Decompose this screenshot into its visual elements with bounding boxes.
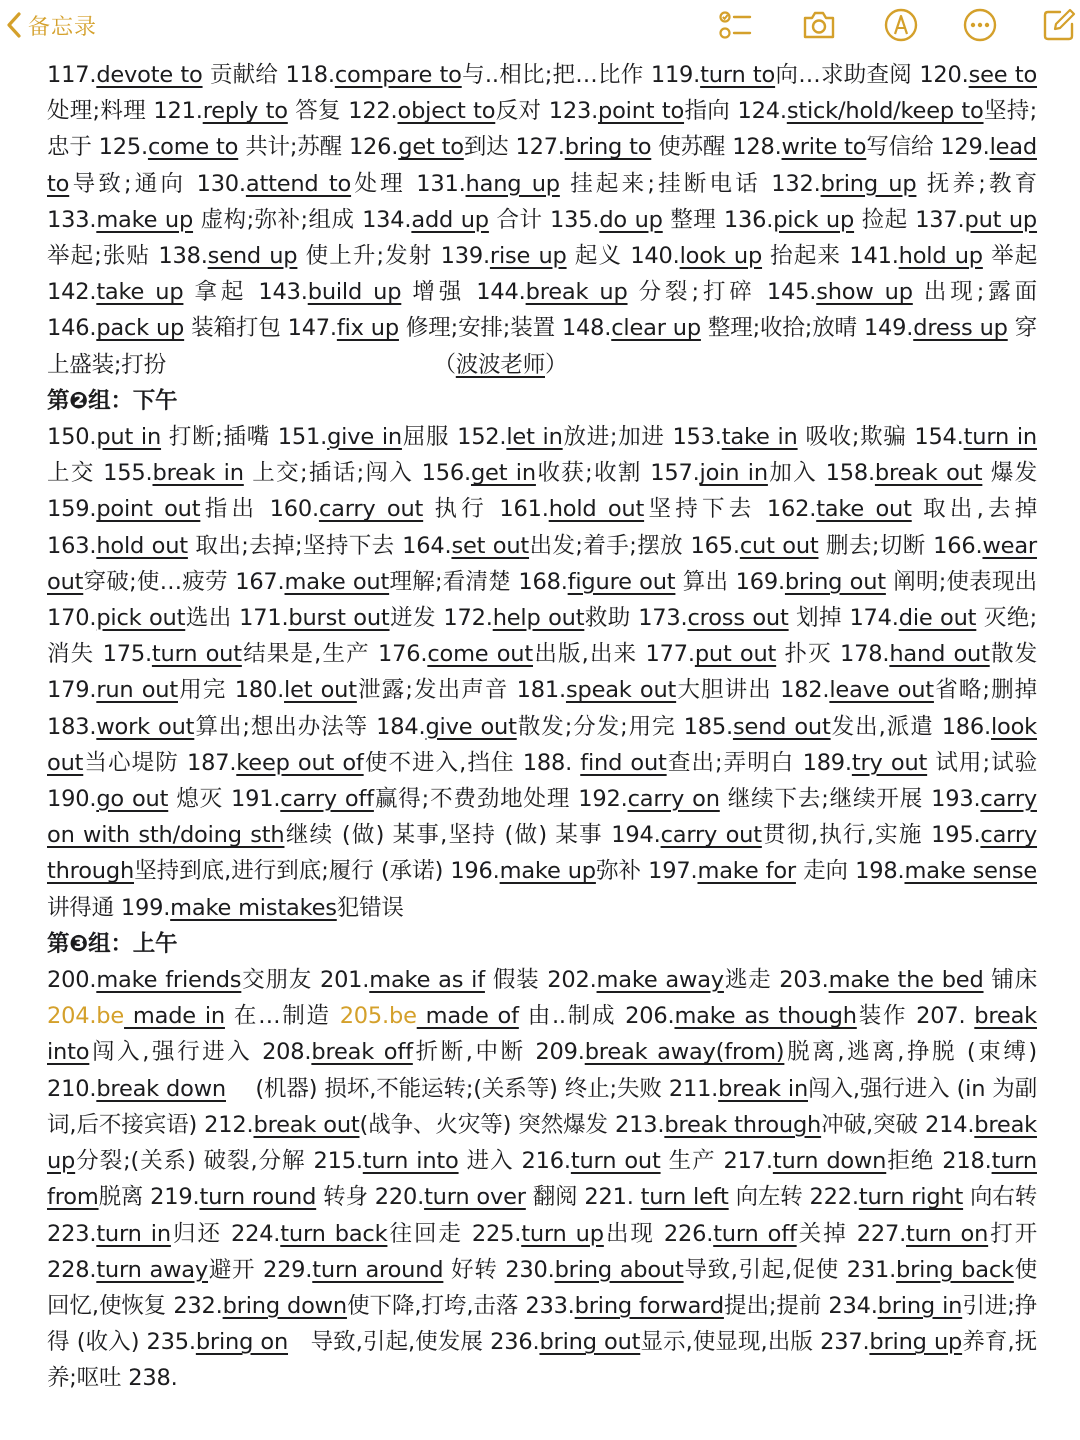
text-run: 处理;料理 121. (47, 98, 203, 125)
underlined-phrase: make mistakes (170, 894, 337, 921)
text-run: 省略;删掉 183. (47, 677, 1037, 740)
underlined-phrase: make as if (369, 967, 485, 994)
underlined-phrase: stick/hold/keep to (786, 98, 984, 125)
underlined-phrase: put up (964, 206, 1038, 233)
text-run: 泄露;发出声音 181. (356, 677, 566, 704)
underlined-phrase: break up (47, 1111, 1037, 1175)
text-run: 假装 202. (484, 967, 597, 994)
text-run: 好转 230. (443, 1256, 555, 1283)
text-run: 灭绝;消失 175. (47, 605, 1037, 668)
underlined-phrase: send up (207, 243, 298, 270)
text-run: 抬起来 141. (762, 243, 899, 270)
underlined-phrase: rise up (489, 243, 567, 270)
underlined-phrase: look up (679, 243, 763, 270)
text-run: 贯彻,执行,实施 195. (761, 822, 981, 849)
text-run: 装箱打包 147. (184, 315, 337, 342)
underlined-phrase: turn around (312, 1256, 444, 1283)
underlined-phrase: wear out (47, 532, 1037, 595)
underlined-phrase: break up (525, 279, 628, 306)
text-run: 讲得通 199. (47, 894, 171, 921)
text-run: 第❷组：下午 (47, 387, 178, 414)
underlined-phrase: turn round (199, 1184, 317, 1211)
underlined-phrase: hold out (548, 496, 645, 523)
text-run: 反对 123. (495, 98, 599, 125)
underlined-phrase: bring out (784, 568, 886, 595)
text-run: 吸收;欺骗 154. (797, 424, 964, 451)
text-run: 走向 198. (795, 858, 905, 885)
text-run: 散发 179. (47, 641, 1037, 704)
underlined-phrase: made in (124, 1003, 225, 1030)
text-run: 结果是,生产 176. (241, 641, 428, 668)
underlined-phrase: carry out (318, 496, 424, 523)
text-run: 虚构;弥补;组成 134. (193, 206, 412, 233)
underlined-phrase: devote to (96, 62, 203, 88)
underlined-phrase: set out (451, 532, 530, 559)
note-heading (47, 926, 1037, 962)
underlined-phrase: come to (147, 134, 239, 161)
underlined-phrase: fix up (336, 315, 399, 342)
note-paragraph (47, 57, 1037, 383)
text-run: 放进;加进 153. (562, 424, 722, 451)
note-heading (47, 383, 1037, 419)
note-paragraph (47, 962, 1037, 1396)
text-run: 试用;试验 190. (47, 749, 1037, 813)
text-run: 举起;张贴 138. (47, 243, 208, 270)
underlined-phrase: make as though (674, 1003, 857, 1030)
underlined-phrase: get to (398, 134, 464, 161)
underlined-phrase: break out (253, 1111, 360, 1138)
text-run: 150. (47, 424, 97, 451)
underlined-phrase: make for (697, 858, 796, 885)
text-run: 坚持到底,进行到底;履行 (承诺) 196. (134, 858, 500, 885)
underlined-phrase: burst out (288, 605, 390, 632)
text-run: 逃走 203. (723, 967, 829, 994)
underlined-phrase: speak out (565, 677, 677, 704)
text-run: 拿起 143. (183, 279, 308, 306)
underlined-phrase: 波波老师 (455, 351, 545, 378)
text-run: 往回走 225. (387, 1220, 522, 1247)
underlined-phrase: break into (47, 1003, 1037, 1066)
underlined-phrase: turn in (96, 1220, 171, 1247)
underlined-phrase: let in (506, 424, 563, 451)
highlighted-text: 204.be (47, 1003, 125, 1030)
text-run: 增强 144. (401, 279, 526, 306)
text-run: 发出,派遣 186. (830, 713, 991, 740)
text-run: 扑灭 178. (776, 641, 890, 668)
underlined-phrase: put out (694, 641, 777, 668)
note-paragraph (47, 419, 1037, 926)
text-run: (战争、火灾等) 突然爆发 213. (359, 1111, 665, 1138)
text-run: 进入 216. (458, 1148, 571, 1175)
text-run: 当心堤防 187. (83, 749, 237, 776)
underlined-phrase: try out (851, 749, 928, 776)
underlined-phrase: break away(from) (584, 1039, 785, 1066)
text-run: 在…制造 (224, 1003, 340, 1030)
underlined-phrase: break out (874, 460, 983, 487)
underlined-phrase: see to (968, 62, 1038, 88)
text-run: (机器) 损坏,不能运转;(关系等) 终止;失败 211. (225, 1075, 719, 1102)
text-run: 整理;收拾;放晴 149. (700, 315, 914, 342)
chevron-left-icon (4, 10, 24, 40)
text-run: 使不进入,挡住 188. (363, 749, 581, 776)
text-run: 指出 160. (200, 496, 319, 523)
text-run: 向右转 223. (47, 1184, 1037, 1247)
underlined-phrase: break down (96, 1075, 226, 1102)
underlined-phrase: break through (664, 1111, 822, 1138)
underlined-phrase: leave out (829, 677, 934, 704)
underlined-phrase: put in (96, 424, 162, 451)
underlined-phrase: do up (599, 206, 663, 233)
underlined-phrase: lead to (47, 134, 1037, 197)
underlined-phrase: make up (96, 206, 194, 233)
text-run: 用完 180. (177, 677, 285, 704)
underlined-phrase: come out (427, 641, 533, 668)
underlined-phrase: work out (96, 713, 195, 740)
text-run: 迸发 172. (389, 605, 493, 632)
underlined-phrase: bring to (564, 134, 652, 161)
underlined-phrase: bring out (539, 1329, 641, 1356)
underlined-phrase: get in (470, 460, 536, 487)
underlined-phrase: cut out (739, 532, 819, 559)
text-run: 熄灭 191. (168, 786, 281, 813)
text-run: 修理;安排;装置 148. (398, 315, 612, 342)
underlined-phrase: build up (307, 279, 402, 306)
underlined-phrase: make away (596, 967, 724, 994)
compose-button[interactable] (1040, 6, 1078, 44)
underlined-phrase: turn on (906, 1220, 989, 1247)
underlined-phrase: turn left (640, 1184, 729, 1211)
text-run: 挂起来;挂断电话 132. (559, 170, 821, 197)
underlined-phrase: make friends (96, 967, 242, 994)
text-run: 捡起 137. (854, 206, 965, 233)
underlined-phrase: point to (598, 98, 685, 125)
text-run: 引进;挣得 (收入) 235. (47, 1292, 1038, 1356)
underlined-phrase: turn down (772, 1148, 887, 1175)
text-run: 闯入,强行进入 (in 为副词,后不接宾语) 212. (47, 1075, 1038, 1138)
underlined-phrase: keep out of (236, 749, 364, 776)
underlined-phrase: write to (781, 134, 867, 161)
text-run: 上交 155. (47, 460, 153, 487)
text-run: 分裂;(关系) 破裂,分解 215. (75, 1148, 363, 1175)
text-run: 上交;插话;闯入 156. (243, 460, 471, 487)
underlined-phrase: bring down (222, 1292, 347, 1319)
underlined-phrase: hold up (898, 243, 983, 270)
markup-icon (882, 6, 920, 44)
text-run: 共计;苏醒 126. (238, 134, 399, 161)
text-run: 向…求助查阅 120. (775, 62, 969, 88)
text-run: 穿破;使…疲劳 167. (83, 568, 285, 595)
markup-button[interactable] (882, 6, 920, 44)
text-run: 出发;着手;摆放 165. (529, 532, 740, 559)
underlined-phrase: make the bed (828, 967, 984, 994)
text-run: 显示,使显现,出版 237. (640, 1329, 870, 1356)
underlined-phrase: turn up (521, 1220, 604, 1247)
underlined-phrase: die out (898, 605, 977, 632)
underlined-phrase: turn into (362, 1148, 459, 1175)
underlined-phrase: turn over (424, 1184, 526, 1211)
text-run: 查出;弄明白 189. (666, 749, 852, 776)
underlined-phrase: bring about (554, 1256, 684, 1283)
underlined-phrase: attend to (245, 170, 352, 197)
underlined-phrase: give in (327, 424, 402, 451)
text-run: 取出;去掉;坚持下去 164. (187, 532, 452, 559)
underlined-phrase: dress up (913, 315, 1008, 342)
text-run: 装作 207. (856, 1003, 975, 1030)
text-run: ） (545, 351, 568, 378)
text-run: 算出;想出办法等 184. (194, 713, 426, 740)
underlined-phrase: find out (580, 749, 667, 776)
text-run: 使回忆,使恢复 232. (47, 1256, 1037, 1319)
underlined-phrase: turn in (963, 424, 1037, 451)
text-run: 转身 220. (316, 1184, 425, 1211)
underlined-phrase: bring up (820, 170, 917, 197)
underlined-phrase: take up (96, 279, 184, 306)
underlined-phrase: carry on (627, 786, 720, 813)
camera-icon (800, 6, 838, 44)
text-run: 养育,抚养;呕吐 238. (47, 1329, 1038, 1392)
text-run: 继续下去;继续开展 193. (719, 786, 981, 813)
text-run: 穿上盛装;打扮 (47, 315, 1038, 378)
text-run: 铺床 (983, 967, 1037, 994)
text-run: 爆发 159. (47, 460, 1037, 523)
checklist-button[interactable] (716, 6, 754, 44)
underlined-phrase: bring in (877, 1292, 963, 1319)
text-run: 坚持;忠于 125. (47, 98, 1037, 161)
underlined-phrase: turn to (700, 62, 776, 88)
underlined-phrase: look out (47, 713, 1038, 776)
text-run: 脱离,逃离,挣脱 (束缚) 210. (47, 1039, 1037, 1102)
text-run: 使上升;发射 139. (297, 243, 490, 270)
text-run: 整理 136. (662, 206, 774, 233)
text-run: 继续 (做) 某事,坚持 (做) 某事 194. (284, 822, 661, 849)
text-run: 执行 161. (423, 496, 549, 523)
underlined-phrase: pick up (773, 206, 855, 233)
text-run: 删去;切断 166. (818, 532, 983, 559)
underlined-phrase: figure out (567, 568, 676, 595)
underlined-phrase: add up (411, 206, 489, 233)
underlined-phrase: clear up (611, 315, 701, 342)
text-run: 打断;插嘴 151. (161, 424, 328, 451)
underlined-phrase: hand out (889, 641, 990, 668)
more-icon (961, 6, 999, 44)
text-run: 犯错误 (336, 894, 404, 921)
underlined-phrase: turn right (858, 1184, 964, 1211)
underlined-phrase: turn off (713, 1220, 797, 1247)
text-run: 出现 226. (603, 1220, 714, 1247)
text-run: 向左转 222. (728, 1184, 859, 1211)
underlined-phrase: point out (96, 496, 201, 523)
text-run: 理解;看清楚 168. (389, 568, 568, 595)
underlined-phrase: help out (492, 605, 585, 632)
text-run: 划掉 174. (788, 605, 899, 632)
underlined-phrase: pick out (96, 605, 186, 632)
underlined-phrase: send out (732, 713, 831, 740)
text-run: 导致,引起,促使 231. (683, 1256, 897, 1283)
underlined-phrase: go out (96, 786, 169, 813)
text-run: 导致,引起,使发展 236. (288, 1329, 540, 1356)
text-run: 200. (47, 967, 97, 994)
camera-button[interactable] (800, 6, 838, 44)
text-run: 到达 127. (463, 134, 565, 161)
text-run: 阐明;使表现出 170. (47, 568, 1037, 632)
text-run: 救助 173. (584, 605, 688, 632)
underlined-phrase: hold out (96, 532, 188, 559)
underlined-phrase: bring up (869, 1329, 963, 1356)
back-button[interactable] (4, 8, 97, 42)
text-run: （ (165, 351, 456, 378)
underlined-phrase: let out (284, 677, 357, 704)
text-run: 117. (47, 62, 97, 88)
text-run: 翻阅 221. (525, 1184, 641, 1211)
text-run: 第❸组：上午 (47, 930, 178, 957)
underlined-phrase: make up (499, 858, 596, 885)
underlined-phrase: carry on with sth/doing sth (47, 786, 1037, 849)
text-run: 处理 131. (351, 170, 466, 197)
underlined-phrase: carry through (47, 822, 1038, 885)
underlined-phrase: carry out (660, 822, 762, 849)
underlined-phrase: break off (311, 1039, 413, 1066)
text-run: 起义 140. (566, 243, 680, 270)
text-run: 使下降,打垮,击落 233. (346, 1292, 575, 1319)
underlined-phrase: turn out (570, 1148, 661, 1175)
text-run: 出现;露面 146. (47, 279, 1037, 342)
text-run: 拒绝 218. (886, 1148, 992, 1175)
text-run: 写信给 129. (866, 134, 990, 161)
underlined-phrase: bring forward (574, 1292, 724, 1319)
underlined-phrase: take out (816, 496, 912, 523)
underlined-phrase: turn out (151, 641, 242, 668)
underlined-phrase: compare to (334, 62, 462, 88)
underlined-phrase: turn back (280, 1220, 388, 1247)
text-run: 脱离 219. (98, 1184, 200, 1211)
text-run: 与..相比;把…比作 119. (461, 62, 701, 88)
underlined-phrase: carry off (280, 786, 374, 813)
underlined-phrase: join in (699, 460, 768, 487)
text-run: 归还 224. (170, 1220, 281, 1247)
underlined-phrase: made of (416, 1003, 519, 1030)
underlined-phrase: hang up (465, 170, 560, 197)
text-run: 抚养;教育 133. (47, 170, 1037, 233)
text-run: 闯入,强行进入 208. (89, 1039, 312, 1066)
text-run: 生产 217. (660, 1148, 773, 1175)
underlined-phrase: take in (721, 424, 798, 451)
underlined-phrase: break in (152, 460, 244, 487)
text-run: 大胆讲出 182. (676, 677, 830, 704)
text-run: 提出;提前 234. (723, 1292, 878, 1319)
underlined-phrase: bring back (896, 1256, 1014, 1283)
underlined-phrase: make out (284, 568, 390, 595)
underlined-phrase: bring on (195, 1329, 289, 1356)
note-body[interactable] (47, 57, 1037, 1397)
underlined-phrase: make sense (904, 858, 1037, 885)
text-run: 打开 228. (47, 1220, 1037, 1283)
highlighted-text: 205.be (339, 1003, 417, 1030)
underlined-phrase: object to (397, 98, 496, 125)
text-run: 关掉 227. (796, 1220, 907, 1247)
underlined-phrase: turn away (96, 1256, 209, 1283)
text-run: 冲破,突破 214. (821, 1111, 975, 1138)
underlined-phrase: turn from (47, 1148, 1037, 1211)
text-run: 折断,中断 209. (412, 1039, 585, 1066)
more-button[interactable] (961, 6, 999, 44)
underlined-phrase: cross out (687, 605, 789, 632)
compose-icon (1040, 6, 1078, 44)
top-navigation-bar (0, 0, 1080, 50)
underlined-phrase: run out (96, 677, 178, 704)
text-run: 答复 122. (287, 98, 398, 125)
checklist-icon (716, 6, 754, 44)
text-run: 举起 142. (47, 243, 1038, 306)
underlined-phrase: break in (718, 1075, 808, 1102)
text-run: 导致;通向 130. (69, 170, 246, 197)
text-run: 由..制成 206. (518, 1003, 675, 1030)
text-run: 交朋友 201. (241, 967, 370, 994)
text-run: 取出,去掉 163. (47, 496, 1038, 559)
underlined-phrase: give out (425, 713, 517, 740)
back-button-label: 备忘录 (28, 14, 98, 40)
underlined-phrase: show up (816, 279, 913, 306)
underlined-phrase: reply to (202, 98, 288, 125)
underlined-phrase: pack up (96, 315, 185, 342)
text-run: 算出 169. (675, 568, 785, 595)
text-run: 分裂;打碎 145. (627, 279, 817, 306)
text-run: 屈服 152. (401, 424, 507, 451)
text-run: 出版,出来 177. (533, 641, 695, 668)
text-run: 避开 229. (208, 1256, 313, 1283)
text-run: 合计 135. (488, 206, 600, 233)
text-run: 赢得;不费劲地处理 192. (373, 786, 628, 813)
text-run: 收获;收割 157. (535, 460, 700, 487)
text-run: 散发;分发;用完 185. (516, 713, 733, 740)
text-run: 贡献给 118. (202, 62, 335, 88)
text-run: 坚持下去 162. (644, 496, 817, 523)
text-run: 选出 171. (185, 605, 289, 632)
text-run: 使苏醒 128. (651, 134, 782, 161)
text-run: 指向 124. (684, 98, 787, 125)
text-run: 弥补 197. (595, 858, 698, 885)
text-run: 加入 158. (767, 460, 875, 487)
